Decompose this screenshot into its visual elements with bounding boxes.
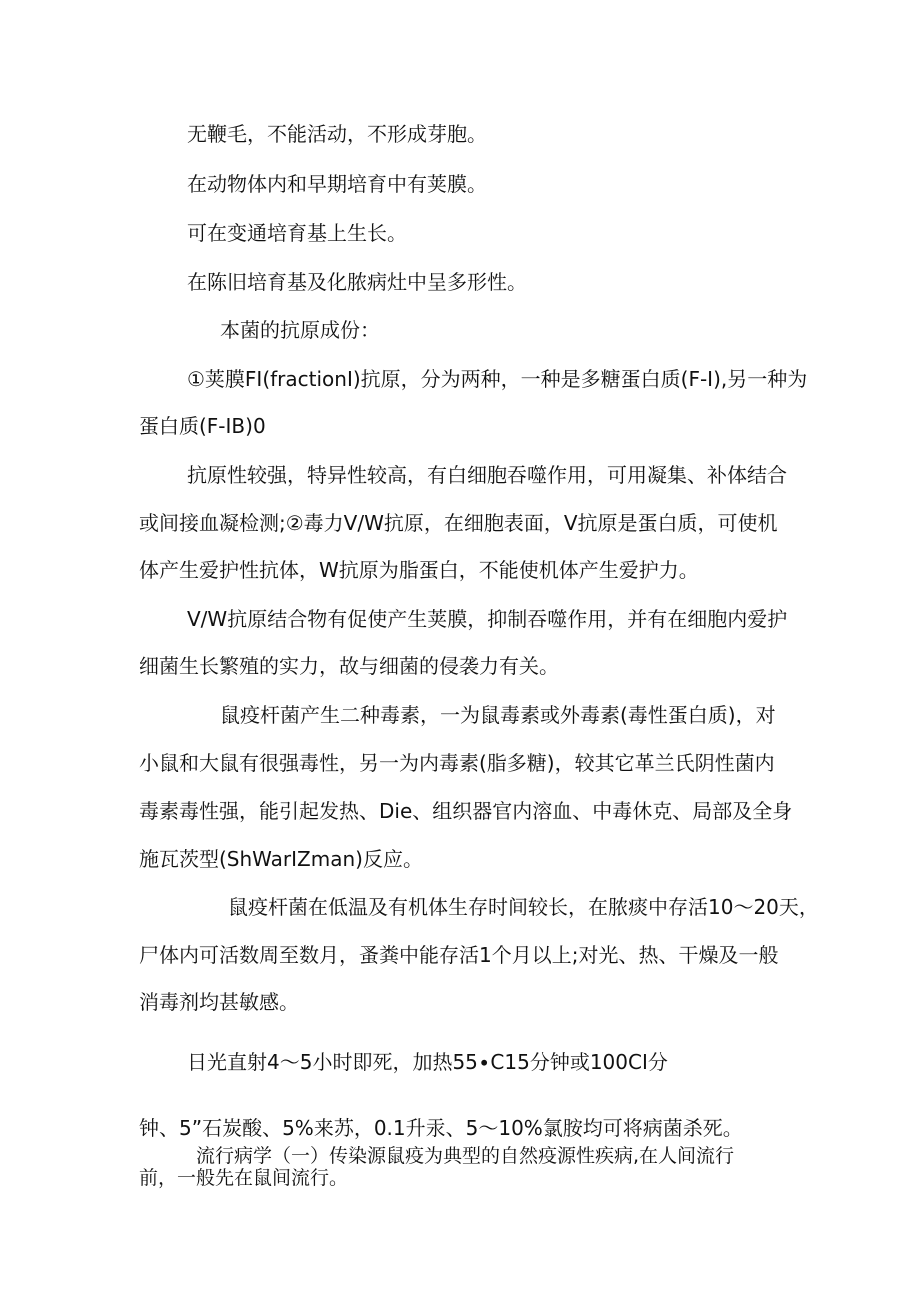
section-heading: 本菌的抗原成份： (220, 318, 380, 342)
paragraph-line: 鼠疫杆菌产生二种毒素，一为鼠毒素或外毒素(毒性蛋白质)，对 (220, 703, 776, 727)
paragraph-line: 尸体内可活数周至数月，蚤粪中能存活1个月以上;对光、热、干燥及一般 (139, 943, 779, 967)
paragraph-line: ①荚膜FI(fractionI)抗原，分为两种，一种是多糖蛋白质(F-I),另一种为 (187, 367, 808, 391)
paragraph-line: 无鞭毛，不能活动，不形成芽胞。 (187, 122, 487, 146)
paragraph-line: 在陈旧培育基及化脓病灶中呈多形性。 (187, 270, 527, 294)
paragraph-line: 或间接血凝检测;②毒力V/W抗原，在细胞表面，V抗原是蛋白质，可使机 (139, 511, 778, 535)
paragraph-line: 细菌生长繁殖的实力，故与细菌的侵袭力有关。 (139, 654, 559, 678)
paragraph-line: 抗原性较强，特异性较高，有白细胞吞噬作用，可用凝集、补体结合 (187, 463, 787, 487)
paragraph-line: 日光直射4〜5小时即死，加热55∙C15分钟或100CI分 (187, 1050, 668, 1074)
paragraph-line: 蛋白质(F-IB)0 (139, 414, 266, 438)
paragraph-line: 流行病学（一）传染源鼠疫为典型的自然疫源性疾病,在人间流行 (196, 1145, 735, 1167)
paragraph-line: V/W抗原结合物有促使产生荚膜，抑制吞噬作用，并有在细胞内爱护 (187, 607, 788, 631)
paragraph-line: 可在变通培育基上生长。 (187, 221, 407, 245)
paragraph-line: 鼠疫杆菌在低温及有机体生存时间较长，在脓痰中存活10〜20天， (228, 895, 819, 919)
paragraph-line: 前，一般先在鼠间流行。 (139, 1167, 349, 1189)
paragraph-line: 毒素毒性强，能引起发热、Die、组织器官内溶血、中毒休克、局部及全身 (139, 799, 793, 823)
paragraph-line: 小鼠和大鼠有很强毒性，另一为内毒素(脂多糖)，较其它革兰氏阴性菌内 (139, 751, 775, 775)
paragraph-line: 消毒剂均甚敏感。 (139, 990, 299, 1014)
paragraph-line: 在动物体内和早期培育中有荚膜。 (187, 172, 487, 196)
paragraph-line: 体产生爱护性抗体，W抗原为脂蛋白，不能使机体产生爱护力。 (139, 558, 699, 582)
paragraph-line: 施瓦茨型(ShWarIZman)反应。 (139, 847, 423, 871)
paragraph-line: 钟、5”石炭酸、5%来苏，0.1升汞、5〜10%氯胺均可将病菌杀死。 (139, 1116, 743, 1140)
